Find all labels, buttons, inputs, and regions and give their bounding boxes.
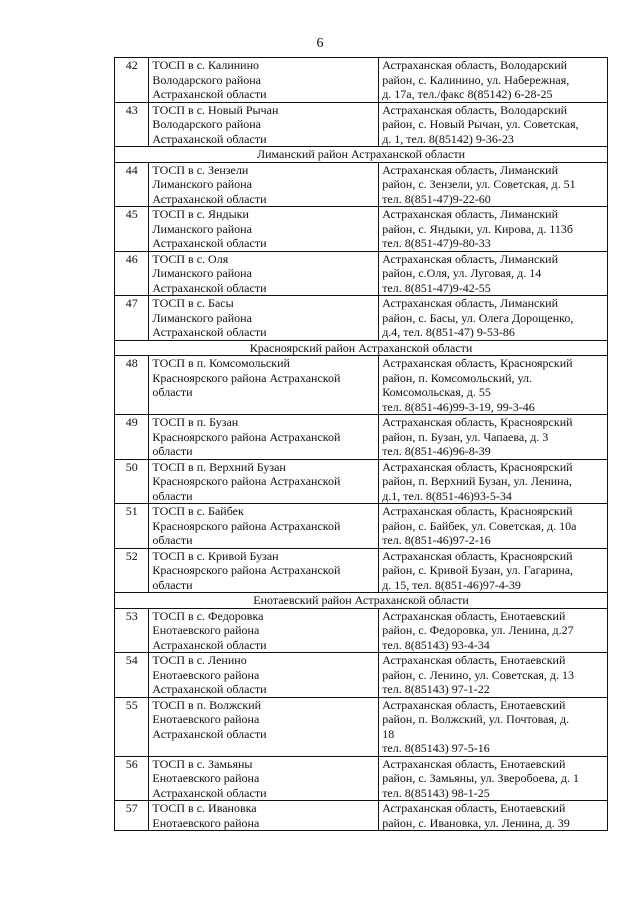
row-number: 47 (115, 296, 149, 341)
address-cell (379, 207, 608, 252)
office-name-line: Астраханской области (152, 726, 267, 741)
address-line: Астраханская область, Енотаевский (382, 608, 566, 623)
address-line: д.1, тел. 8(851-46)93-5-34 (382, 488, 512, 503)
office-name-line: Лиманского района (152, 266, 252, 280)
section-title: Лиманский район Астраханской области (115, 147, 608, 163)
address-line: район, п. Волжский, ул. Почтовая, д. (382, 712, 570, 726)
office-name-line: Лиманского района (152, 221, 252, 236)
table-row (115, 102, 608, 147)
address-line: район, с. Яндыки, ул. Кирова, д. 113б (382, 221, 574, 236)
row-number: 52 (115, 548, 149, 593)
address-line: Астраханская область, Красноярский (382, 415, 573, 429)
office-name-line: Астраханской области (152, 325, 267, 339)
address-cell (379, 459, 608, 504)
row-number: 54 (115, 653, 149, 698)
address-cell (379, 548, 608, 593)
table-row (115, 653, 608, 698)
table-row (115, 415, 608, 460)
address-cell (379, 801, 608, 831)
address-line: тел. 8(85143) 98-1-25 (382, 785, 490, 800)
address-line: Астраханская область, Красноярский (382, 356, 573, 370)
address-cell (379, 504, 608, 549)
address-line: район, с. Кривой Бузан, ул. Гагарина, (382, 563, 574, 577)
address-line: Астраханская область, Володарский (382, 102, 568, 117)
address-line: район, п. Бузан, ул. Чапаева, д. 3 (382, 429, 549, 444)
office-name-cell (149, 459, 379, 504)
office-name-line: Енотаевского района (152, 771, 260, 785)
office-name-line: области (152, 533, 193, 547)
office-name-line: Астраханской области (152, 280, 267, 295)
office-name-line: Енотаевского района (152, 712, 260, 726)
row-number: 53 (115, 608, 149, 653)
office-name-line: ТОСП в с. Басы (152, 296, 234, 310)
address-line: Астраханская область, Енотаевский (382, 756, 566, 771)
address-line: район, с. Зензели, ул. Советская, д. 51 (382, 177, 576, 191)
office-name-cell (149, 356, 379, 415)
office-name-line: ТОСП в с. Кривой Бузан (152, 548, 279, 563)
office-name-cell (149, 296, 379, 341)
address-cell (379, 653, 608, 698)
address-line: Астраханская область, Енотаевский (382, 697, 566, 712)
office-name-line: Астраханской области (152, 637, 267, 652)
office-name-line: ТОСП в п. Бузан (152, 415, 239, 429)
table-row (115, 162, 608, 207)
row-number: 56 (115, 756, 149, 801)
office-name-cell (149, 102, 379, 147)
address-line: Астраханская область, Володарский (382, 58, 568, 72)
address-line: район, с. Байбек, ул. Советская, д. 10а (382, 518, 577, 533)
row-number: 50 (115, 459, 149, 504)
office-name-line: Красноярского района Астраханской (152, 474, 341, 488)
table-row (115, 58, 608, 103)
office-name-line: ТОСП в с. Федоровка (152, 608, 264, 623)
table-row (115, 207, 608, 252)
address-line: тел. 8(851-46)99-3-19, 99-3-46 (382, 399, 535, 414)
office-name-line: области (152, 488, 193, 503)
office-name-line: области (152, 577, 193, 592)
address-line: тел. 8(85143) 97-1-22 (382, 682, 490, 696)
address-line: тел. 8(851-46)96-8-39 (382, 444, 491, 458)
address-cell (379, 608, 608, 653)
address-cell (379, 356, 608, 415)
row-number: 42 (115, 58, 149, 103)
section-header-row (115, 147, 608, 163)
address-line: район, с. Новый Рычан, ул. Советская, (382, 117, 579, 131)
office-name-line: ТОСП в с. Новый Рычан (152, 102, 279, 117)
office-name-line: Красноярского района Астраханской (152, 563, 341, 577)
office-name-cell (149, 608, 379, 653)
address-line: Астраханская область, Енотаевский (382, 653, 566, 667)
section-header-row (115, 340, 608, 356)
office-name-cell (149, 697, 379, 756)
address-cell (379, 251, 608, 296)
address-line: Астраханская область, Лиманский (382, 251, 558, 266)
address-line: район, п. Верхний Бузан, ул. Ленина, (382, 474, 572, 488)
address-line: д.4, тел. 8(851-47) 9-53-86 (382, 325, 515, 339)
address-line: район, с.Оля, ул. Луговая, д. 14 (382, 266, 542, 280)
office-name-line: ТОСП в п. Волжский (152, 697, 262, 712)
office-name-line: Красноярского района Астраханской (152, 518, 341, 533)
office-name-line: ТОСП в с. Замьяны (152, 756, 253, 771)
address-line: д. 15, тел. 8(851-46)97-4-39 (382, 577, 521, 592)
table-row (115, 801, 608, 831)
table-row (115, 296, 608, 341)
section-title: Красноярский район Астраханской области (115, 340, 608, 356)
office-name-line: области (152, 444, 193, 458)
office-name-line: Лиманского района (152, 177, 252, 191)
office-name-line: ТОСП в с. Оля (152, 251, 229, 266)
row-number: 44 (115, 162, 149, 207)
address-line: Астраханская область, Лиманский (382, 162, 558, 177)
address-line: район, с. Ивановка, ул. Ленина, д. 39 (382, 815, 570, 830)
office-name-line: ТОСП в с. Зензели (152, 162, 249, 177)
address-line: район, с. Федоровка, ул. Ленина, д.27 (382, 623, 574, 637)
office-name-line: ТОСП в п. Верхний Бузан (152, 459, 286, 474)
address-cell (379, 102, 608, 147)
office-name-line: ТОСП в п. Комсомольский (152, 356, 290, 370)
address-line: тел. 8(85143) 97-5-16 (382, 741, 490, 755)
row-number: 51 (115, 504, 149, 549)
office-name-line: Красноярского района Астраханской (152, 429, 341, 444)
address-cell (379, 58, 608, 103)
office-name-line: Астраханской области (152, 785, 267, 800)
office-name-line: области (152, 385, 193, 399)
table-row (115, 548, 608, 593)
office-name-cell (149, 162, 379, 207)
office-name-line: Енотаевского района (152, 815, 260, 830)
section-title: Енотаевский район Астраханской области (115, 593, 608, 609)
table-row (115, 504, 608, 549)
row-number: 55 (115, 697, 149, 756)
address-line: район, с. Калинино, ул. Набережная, (382, 72, 570, 87)
table-row (115, 356, 608, 415)
address-cell (379, 415, 608, 460)
table-row (115, 251, 608, 296)
row-number: 57 (115, 801, 149, 831)
tosp-registry-table (114, 57, 608, 831)
table-row (115, 459, 608, 504)
address-line: Астраханская область, Лиманский (382, 296, 558, 310)
office-name-line: ТОСП в с. Яндыки (152, 207, 249, 221)
office-name-cell (149, 548, 379, 593)
address-line: тел. 8(851-47)9-80-33 (382, 236, 491, 250)
address-cell (379, 697, 608, 756)
office-name-line: Астраханской области (152, 131, 267, 146)
office-name-cell (149, 801, 379, 831)
address-line: Астраханская область, Красноярский (382, 504, 573, 518)
row-number: 46 (115, 251, 149, 296)
table-row (115, 697, 608, 756)
row-number: 49 (115, 415, 149, 460)
address-cell (379, 162, 608, 207)
office-name-line: Лиманского района (152, 310, 252, 325)
row-number: 45 (115, 207, 149, 252)
office-name-cell (149, 504, 379, 549)
office-name-line: Астраханской области (152, 682, 267, 696)
office-name-line: ТОСП в с. Ленино (152, 653, 247, 667)
office-name-line: Астраханской области (152, 191, 267, 206)
address-cell (379, 296, 608, 341)
address-cell (379, 756, 608, 801)
office-name-line: Астраханской области (152, 236, 267, 250)
row-number: 43 (115, 102, 149, 147)
office-name-line: Володарского района (152, 72, 261, 87)
address-line: тел. 8(851-47)9-42-55 (382, 280, 491, 295)
address-line: д. 1, тел. 8(85142) 9-36-23 (382, 131, 514, 146)
table-row (115, 608, 608, 653)
office-name-cell (149, 415, 379, 460)
address-line: тел. 8(851-47)9-22-60 (382, 191, 491, 206)
office-name-line: ТОСП в с. Байбек (152, 504, 244, 518)
address-line: район, с. Басы, ул. Олега Дорощенко, (382, 310, 574, 325)
office-name-line: Енотаевского района (152, 667, 260, 682)
address-line: Астраханская область, Красноярский (382, 459, 573, 474)
row-number: 48 (115, 356, 149, 415)
table-row (115, 756, 608, 801)
address-line: район, с. Замьяны, ул. Зверобоева, д. 1 (382, 771, 580, 785)
address-line: д. 17а, тел./факс 8(85142) 6-28-25 (382, 87, 553, 101)
office-name-cell (149, 756, 379, 801)
office-name-line: ТОСП в с. Калинино (152, 58, 260, 72)
office-name-line: ТОСП в с. Ивановка (152, 801, 257, 815)
office-name-cell (149, 58, 379, 103)
address-line: район, п. Комсомольский, ул. (382, 370, 533, 385)
office-name-line: Володарского района (152, 117, 261, 131)
office-name-cell (149, 653, 379, 698)
office-name-cell (149, 207, 379, 252)
address-line: Комсомольская, д. 55 (382, 385, 491, 399)
address-line: тел. 8(85143) 93-4-34 (382, 637, 490, 652)
section-header-row (115, 593, 608, 609)
office-name-line: Астраханской области (152, 87, 267, 101)
address-line: Астраханская область, Енотаевский (382, 801, 566, 815)
page-number: 6 (316, 36, 324, 51)
address-line: тел. 8(851-46)97-2-16 (382, 533, 491, 547)
office-name-cell (149, 251, 379, 296)
address-line: Астраханская область, Красноярский (382, 548, 573, 563)
address-line: Астраханская область, Лиманский (382, 207, 558, 221)
address-line: район, с. Ленино, ул. Советская, д. 13 (382, 667, 575, 682)
office-name-line: Енотаевского района (152, 623, 260, 637)
address-line: 18 (382, 726, 395, 741)
registry-body (115, 58, 608, 831)
office-name-line: Красноярского района Астраханской (152, 370, 341, 385)
